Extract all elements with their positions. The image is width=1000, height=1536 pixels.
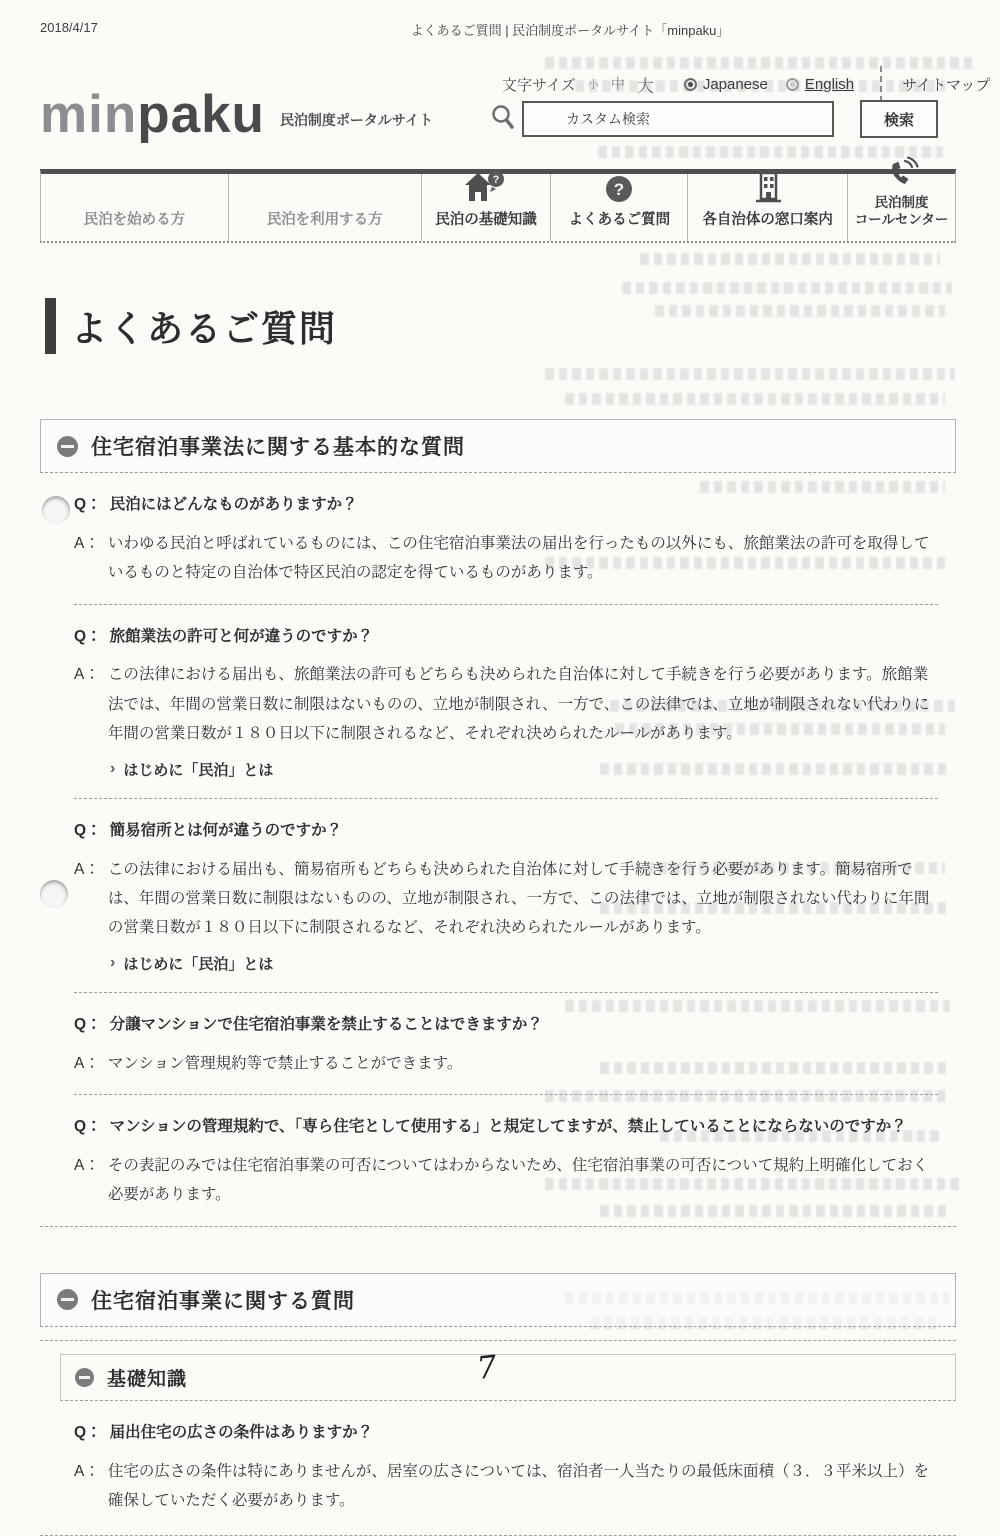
nav-item-use-minpaku[interactable]: 民泊を利用する方: [228, 174, 421, 241]
handwritten-page-number: 7: [475, 1349, 499, 1387]
logo[interactable]: [40, 85, 433, 144]
house-question-icon: [463, 170, 509, 204]
faq-content: [40, 419, 956, 1536]
answer-row: [74, 660, 938, 748]
section-header-business-questions[interactable]: 住宅宿泊事業に関する質問: [40, 1273, 956, 1327]
bleed-through-artifact: [545, 368, 955, 380]
answer-row: [74, 855, 938, 943]
faq-item: [74, 473, 938, 604]
header-divider: [880, 66, 882, 102]
chevron-right-icon: ›: [110, 954, 116, 972]
sitemap-link[interactable]: サイトマップ: [902, 76, 991, 94]
font-size-small-button[interactable]: 小: [587, 79, 599, 91]
page-title: よくあるご質問: [71, 307, 338, 349]
svg-text:?: ?: [492, 173, 500, 186]
hole-punch: [42, 496, 70, 524]
section-separator: [40, 1226, 956, 1227]
title-accent-bar: [45, 298, 56, 354]
question-circle-icon: [604, 174, 634, 204]
answer-row: [74, 1457, 938, 1516]
faq-item: [74, 1401, 938, 1532]
question-text: 民泊にはどんなものがありますか？: [109, 496, 358, 513]
a-label: A：: [74, 666, 100, 684]
a-label: A：: [74, 1462, 100, 1480]
answer-text: その表記のみでは住宅宿泊事業の可否についてはわからないため、住宅宿泊事業の可否について規約上明確化しておく必要があります。: [107, 1156, 929, 1204]
site-name: 民泊制度ポータルサイト: [279, 111, 433, 128]
question-text: マンションの管理規約で、「専ら住宅として使用する」と規定してますが、禁止していることにならないのですか？: [109, 1118, 907, 1136]
faq-list: [40, 1401, 956, 1532]
question-row: [74, 1115, 938, 1140]
search-bar: [490, 100, 938, 138]
q-label: Q：: [74, 821, 102, 839]
answer-text: いわゆる民泊と呼ばれているものには、この住宅宿泊事業法の届出を行ったもの以外にも、旅館業法の許可を取得しているものと特定の自治体で特区民泊の認定を得ているものがあります。: [107, 534, 930, 582]
minus-circle-icon: [57, 436, 78, 457]
question-row: [74, 1013, 938, 1038]
subsection-header-basics[interactable]: 基礎知識: [60, 1354, 956, 1401]
bleed-through-artifact: [655, 305, 945, 317]
building-icon: [753, 170, 783, 204]
question-text: 分譲マンションで住宅宿泊事業を禁止することはできますか？: [109, 1015, 543, 1033]
question-text: 簡易宿所とは何が違うのですか？: [109, 821, 343, 839]
faq-list: [40, 473, 956, 1226]
answer-row: [74, 529, 938, 588]
radio-unselected-icon: [786, 78, 799, 91]
bleed-through-artifact: [622, 282, 952, 294]
answer-text: この法律における届出も、簡易宿所もどちらも決められた自治体に対して手続きを行う必要があります。簡易宿所では、年間の営業日数に制限はないものの、立地が制限され、一方で、この法律では、立地が制限されない代わりに年間の営業日数が１８０日以下に制限されるなど、それぞれ決められたルールがあります。: [107, 860, 930, 937]
a-label: A：: [74, 534, 100, 552]
bleed-through-artifact: [640, 253, 940, 265]
bleed-through-artifact: [565, 393, 945, 405]
related-link[interactable]: [110, 953, 938, 974]
question-row: [74, 493, 938, 518]
answer-text: この法律における届出も、旅館業法の許可もどちらも決められた自治体に対して手続きを行う必要があります。旅館業法では、年間の営業日数に制限はないものの、立地が制限され、一方で、この法律では、立地が制限されない代わりに年間の営業日数が１８０日以下に制限されるなど、それぞれ決められたルールがあります。: [107, 666, 930, 743]
radio-selected-icon: [684, 78, 697, 91]
related-link[interactable]: [110, 759, 938, 780]
nav-item-call-center[interactable]: 民泊制度 コールセンター: [847, 174, 955, 241]
nav-item-basics[interactable]: ? 民泊の基礎知識: [421, 174, 551, 241]
related-link-text: はじめに「民泊」とは: [123, 955, 274, 973]
logo-part-back: paku: [137, 85, 265, 144]
question-row: [74, 819, 938, 844]
header-controls: [502, 66, 990, 102]
nav-item-start-minpaku[interactable]: 民泊を始める方: [83, 211, 186, 228]
q-label: Q：: [74, 627, 102, 645]
font-size-large-button[interactable]: 大: [636, 76, 654, 96]
hole-punch: [40, 880, 68, 908]
question-row: [74, 625, 938, 650]
a-label: A：: [74, 1156, 100, 1174]
answer-text: 住宅の広さの条件は特にありませんが、居室の広さについては、宿泊者一人当たりの最低床面積（３．３平米以上）を確保していただく必要があります。: [107, 1462, 930, 1510]
a-label: A：: [74, 860, 100, 878]
q-label: Q：: [74, 1015, 102, 1033]
page-title-block: [45, 298, 337, 354]
q-label: Q：: [74, 1423, 102, 1441]
print-page-title: よくあるご質問 | 民泊制度ポータルサイト「minpaku」: [410, 23, 730, 38]
answer-row: [74, 1049, 938, 1078]
minus-circle-icon: [75, 1368, 94, 1387]
q-label: Q：: [74, 1118, 102, 1136]
global-nav: [40, 169, 956, 243]
language-japanese-radio[interactable]: Japanese: [684, 76, 768, 93]
nav-item-faq[interactable]: ? よくあるご質問: [550, 174, 687, 241]
print-date: 2018/4/17: [40, 20, 98, 35]
logo-wordmark: [40, 85, 265, 144]
print-header: [40, 20, 960, 38]
question-text: 旅館業法の許可と何が違うのですか？: [109, 627, 374, 645]
faq-item: [74, 1094, 938, 1226]
section-header-basic-questions[interactable]: 住宅宿泊事業法に関する基本的な質問: [40, 419, 956, 473]
answer-row: [74, 1151, 938, 1210]
a-label: A：: [74, 1054, 100, 1072]
search-button[interactable]: 検索: [860, 100, 938, 138]
answer-text: マンション管理規約等で禁止することができます。: [107, 1054, 463, 1072]
question-row: [74, 1421, 938, 1446]
faq-item: [74, 992, 938, 1094]
font-size-label: 文字サイズ: [502, 76, 576, 94]
language-english-radio[interactable]: English: [786, 76, 854, 93]
faq-item: [74, 604, 938, 798]
font-size-medium-button[interactable]: 中: [610, 76, 625, 92]
minus-circle-icon: [57, 1289, 78, 1310]
search-icon: [490, 103, 516, 136]
subsection-separator: [40, 1340, 956, 1341]
phone-icon: [885, 156, 919, 188]
svg-text:?: ?: [614, 179, 625, 199]
site-header: [40, 60, 991, 155]
nav-item-local-gov[interactable]: 各自治体の窓口案内: [687, 174, 847, 241]
related-link-text: はじめに「民泊」とは: [123, 761, 274, 779]
chevron-right-icon: ›: [110, 760, 116, 778]
q-label: Q：: [74, 496, 102, 513]
search-input[interactable]: [522, 101, 834, 137]
question-text: 届出住宅の広さの条件はありますか？: [109, 1423, 374, 1441]
logo-part-front: min: [40, 85, 138, 144]
faq-item: [74, 798, 938, 992]
